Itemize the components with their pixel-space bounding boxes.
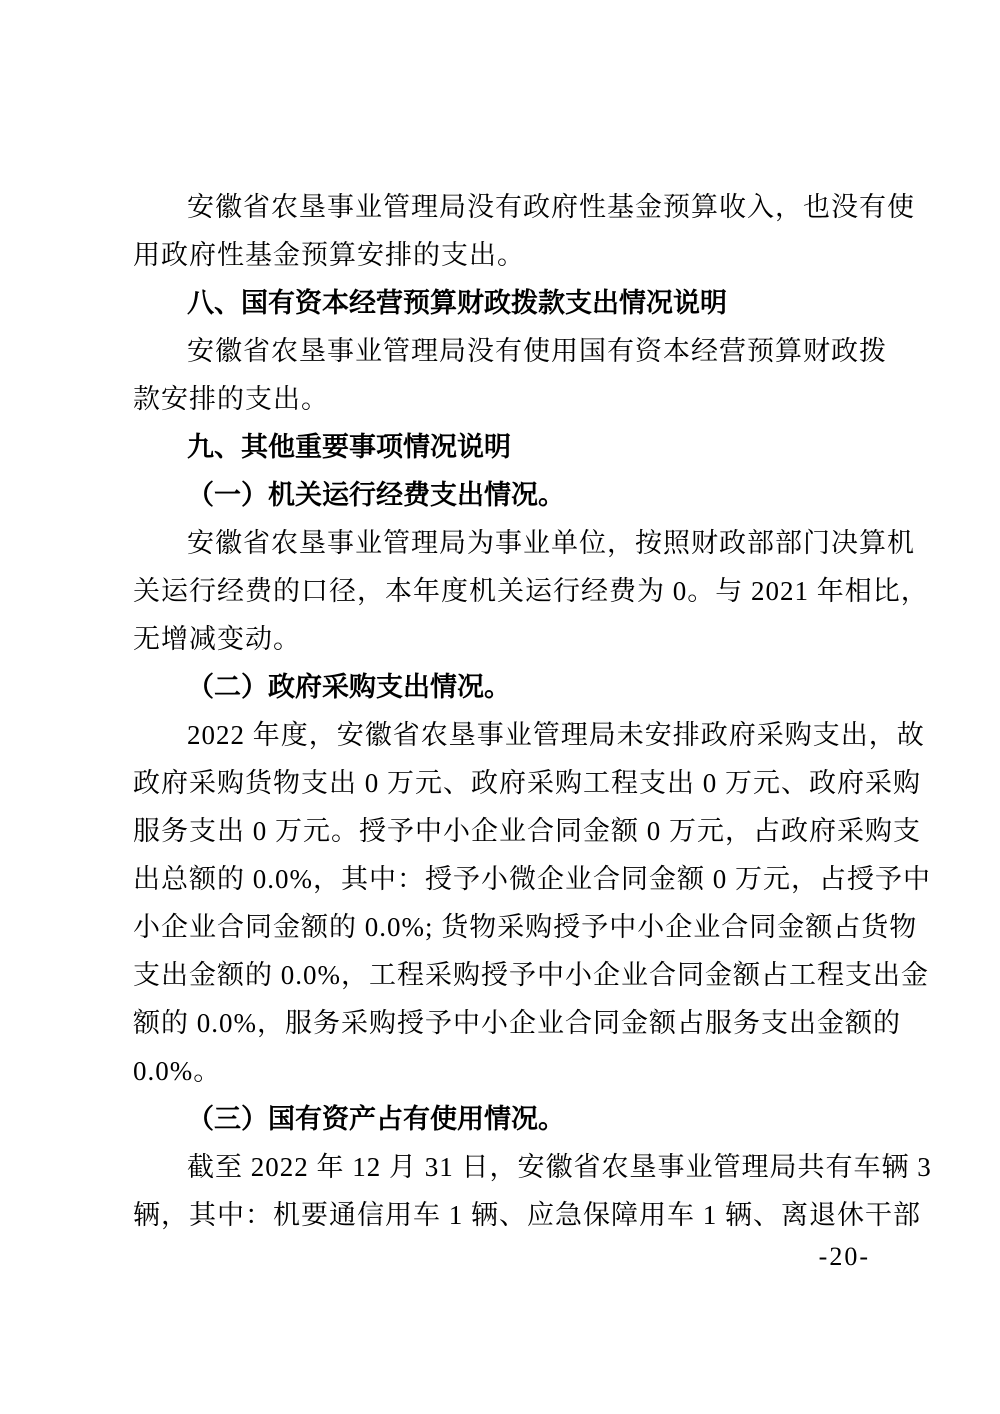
para-state-assets-line-2: 辆，其中：机要通信用车 1 辆、应急保障用车 1 辆、离退休干部: [133, 1200, 921, 1230]
para-operating-expenses-line-3: 无增减变动。: [133, 624, 301, 654]
para-state-capital-line-1: 安徽省农垦事业管理局没有使用国有资本经营预算财政拨: [187, 336, 887, 366]
heading-section-9: 九、其他重要事项情况说明: [187, 432, 511, 462]
para-procurement-line-1: 2022 年度，安徽省农垦事业管理局未安排政府采购支出，故: [187, 720, 925, 750]
para-operating-expenses-line-2: 关运行经费的口径，本年度机关运行经费为 0。与 2021 年相比，: [133, 576, 929, 606]
page-number: -20-: [818, 1242, 870, 1271]
para-procurement-line-8: 0.0%。: [133, 1056, 222, 1086]
para-procurement-line-5: 小企业合同金额的 0.0%; 货物采购授予中小企业合同金额占货物: [133, 912, 918, 942]
para-procurement-line-3: 服务支出 0 万元。授予中小企业合同金额 0 万元，占政府采购支: [133, 816, 921, 846]
para-procurement-line-4: 出总额的 0.0%，其中：授予小微企业合同金额 0 万元，占授予中: [133, 864, 931, 894]
para-state-assets-line-1: 截至 2022 年 12 月 31 日，安徽省农垦事业管理局共有车辆 3: [187, 1152, 932, 1182]
para-procurement-line-6: 支出金额的 0.0%，工程采购授予中小企业合同金额占工程支出金: [133, 960, 929, 990]
para-operating-expenses-line-1: 安徽省农垦事业管理局为事业单位，按照财政部部门决算机: [187, 528, 915, 558]
para-gov-fund-line-2: 用政府性基金预算安排的支出。: [133, 240, 525, 270]
para-procurement-line-2: 政府采购货物支出 0 万元、政府采购工程支出 0 万元、政府采购: [133, 768, 921, 798]
heading-section-8: 八、国有资本经营预算财政拨款支出情况说明: [187, 288, 727, 318]
document-body: [133, 183, 932, 1239]
para-gov-fund-line-1: 安徽省农垦事业管理局没有政府性基金预算收入，也没有使: [187, 192, 915, 222]
para-state-capital-line-2: 款安排的支出。: [133, 384, 329, 414]
subheading-9-3-state-assets: （三）国有资产占有使用情况。: [187, 1104, 565, 1134]
subheading-9-1-operating-expenses: （一）机关运行经费支出情况。: [187, 480, 565, 510]
subheading-9-2-procurement: （二）政府采购支出情况。: [187, 672, 511, 702]
para-procurement-line-7: 额的 0.0%，服务采购授予中小企业合同金额占服务支出金额的: [133, 1008, 901, 1038]
